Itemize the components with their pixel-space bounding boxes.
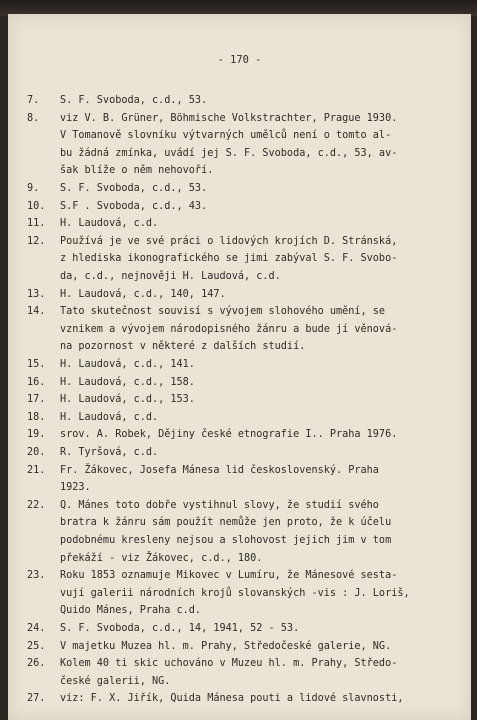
endnote-text <box>60 303 460 356</box>
endnote-line: 1923. <box>60 482 91 494</box>
endnote-text <box>60 215 460 233</box>
endnote-text <box>60 567 460 620</box>
endnote-number: 26. <box>27 658 46 670</box>
endnote-line: viz: F. X. Jiřík, Quida Mánesa pouti a lidové slavnosti, <box>60 693 404 705</box>
endnote-text <box>60 391 460 409</box>
endnote-line: bratra k žánru sám použít nemůže jen proto, že k účelu <box>60 517 392 529</box>
endnote-text <box>60 233 460 286</box>
endnote-text <box>60 356 460 374</box>
endnote-number: 7. <box>27 95 40 106</box>
endnote-number: 20. <box>27 447 46 458</box>
endnote-line: Používá je ve své práci o lidových krojích D. Stránská, <box>60 235 398 247</box>
endnote-number: 15. <box>27 359 46 370</box>
endnote-text <box>60 426 460 444</box>
endnote-line: Tato skutečnost souvisí s vývojem slohového umění, se <box>60 306 386 318</box>
endnote-line: da, c.d., nejnověji H. Laudová, c.d. <box>60 270 281 282</box>
endnote-line: H. Laudová, c.d. <box>60 218 159 230</box>
endnote-text <box>60 690 460 708</box>
endnote-line: V majetku Muzea hl. m. Prahy, Středočeské galerie, NG. <box>60 640 392 652</box>
document-page <box>8 14 471 720</box>
endnote-text <box>60 409 460 427</box>
endnote-line: R. Tyršová, c.d. <box>60 447 159 458</box>
endnote-line: H. Laudová, c.d. <box>60 411 159 423</box>
endnote-text <box>60 462 460 497</box>
endnote-line: H. Laudová, c.d., 153. <box>60 394 195 406</box>
endnote-number: 19. <box>27 429 46 441</box>
endnote-number: 11. <box>27 218 46 230</box>
endnote-text <box>60 110 460 180</box>
endnote-text <box>60 180 460 198</box>
endnote-line: S. F. Svoboda, c.d., 53. <box>60 95 208 106</box>
endnote-text <box>60 374 460 392</box>
endnote-text <box>60 444 460 462</box>
endnote-line: vují galerii národních krojů slovanských -vis : J. Loriš, <box>60 587 410 599</box>
endnote-number: 21. <box>27 464 46 476</box>
endnote-line: srov. A. Robek, Dějiny české etnografie I.. Praha 1976. <box>60 429 398 441</box>
endnote-number: 18. <box>27 411 46 423</box>
endnote-text <box>60 638 460 656</box>
endnote-number: 16. <box>27 376 46 388</box>
endnote-number: 10. <box>27 200 46 212</box>
endnote-number: 12. <box>27 235 46 247</box>
endnote-line: Kolem 40 ti skic uchováno v Muzeu hl. m. Prahy, Středo- <box>60 658 398 670</box>
endnote-line: V Tomanově slovníku výtvarných umělců není o tomto al- <box>60 130 392 142</box>
endnote-line: podobnému kresleny nejsou a slohovost jejich jim v tom <box>60 534 392 546</box>
endnote-number: 8. <box>27 112 40 124</box>
endnote-number: 13. <box>27 288 46 300</box>
endnote-line: H. Laudová, c.d., 140, 147. <box>60 288 226 300</box>
endnote-number: 14. <box>27 306 46 318</box>
endnote-text <box>60 198 460 216</box>
endnote-text <box>60 286 460 304</box>
endnote-line: S.F . Svoboda, c.d., 43. <box>60 200 208 212</box>
endnote-text <box>60 620 460 638</box>
endnote-line: S. F. Svoboda, c.d., 14, 1941, 52 - 53. <box>60 623 300 634</box>
endnote-line: na pozornost v některé z dalších studií. <box>60 341 306 353</box>
endnote-line: šak blíže o něm nehovoří. <box>60 165 214 177</box>
endnote-line: H. Laudová, c.d., 141. <box>60 359 195 370</box>
endnote-line: viz V. B. Grüner, Böhmische Volkstrachter, Prague 1930. <box>60 112 398 124</box>
endnote-line: H. Laudová, c.d., 158. <box>60 376 195 388</box>
endnote-number: 24. <box>27 623 46 634</box>
endnote-line: Roku 1853 oznamuje Mikovec v Lumíru, že Mánesové sesta- <box>60 570 398 582</box>
endnote-line: české galerii, NG. <box>60 675 171 687</box>
endnote-number: 22. <box>27 499 46 511</box>
endnote-number: 9. <box>27 183 40 194</box>
endnote-line: Q. Mánes toto dobře vystihnul slovy, že studií svého <box>60 499 379 511</box>
endnote-text <box>60 497 460 567</box>
endnote-number: 17. <box>27 394 46 406</box>
page-number: - 170 - <box>217 54 262 66</box>
endnote-line: z hlediska ikonografického se jimi zabýval S. F. Svobo- <box>60 253 398 265</box>
endnote-number: 23. <box>27 570 46 582</box>
endnote-line: překáží - viz Žákovec, c.d., 180. <box>60 552 263 564</box>
endnote-line: S. F. Svoboda, c.d., 53. <box>60 183 208 194</box>
endnote-text <box>60 655 460 690</box>
endnote-line: bu žádná zmínka, uvádí jej S. F. Svoboda, c.d., 53, av- <box>60 147 398 159</box>
endnote-number: 25. <box>27 640 46 652</box>
endnote-text <box>60 92 460 110</box>
endnote-line: Fr. Žákovec, Josefa Mánesa lid československý. Praha <box>60 464 379 476</box>
endnote-line: Quido Mánes, Praha c.d. <box>60 605 202 617</box>
endnote-number: 27. <box>27 693 46 705</box>
endnote-line: vznikem a vývojem národopisného žánru a bude jí věnová- <box>60 323 398 335</box>
